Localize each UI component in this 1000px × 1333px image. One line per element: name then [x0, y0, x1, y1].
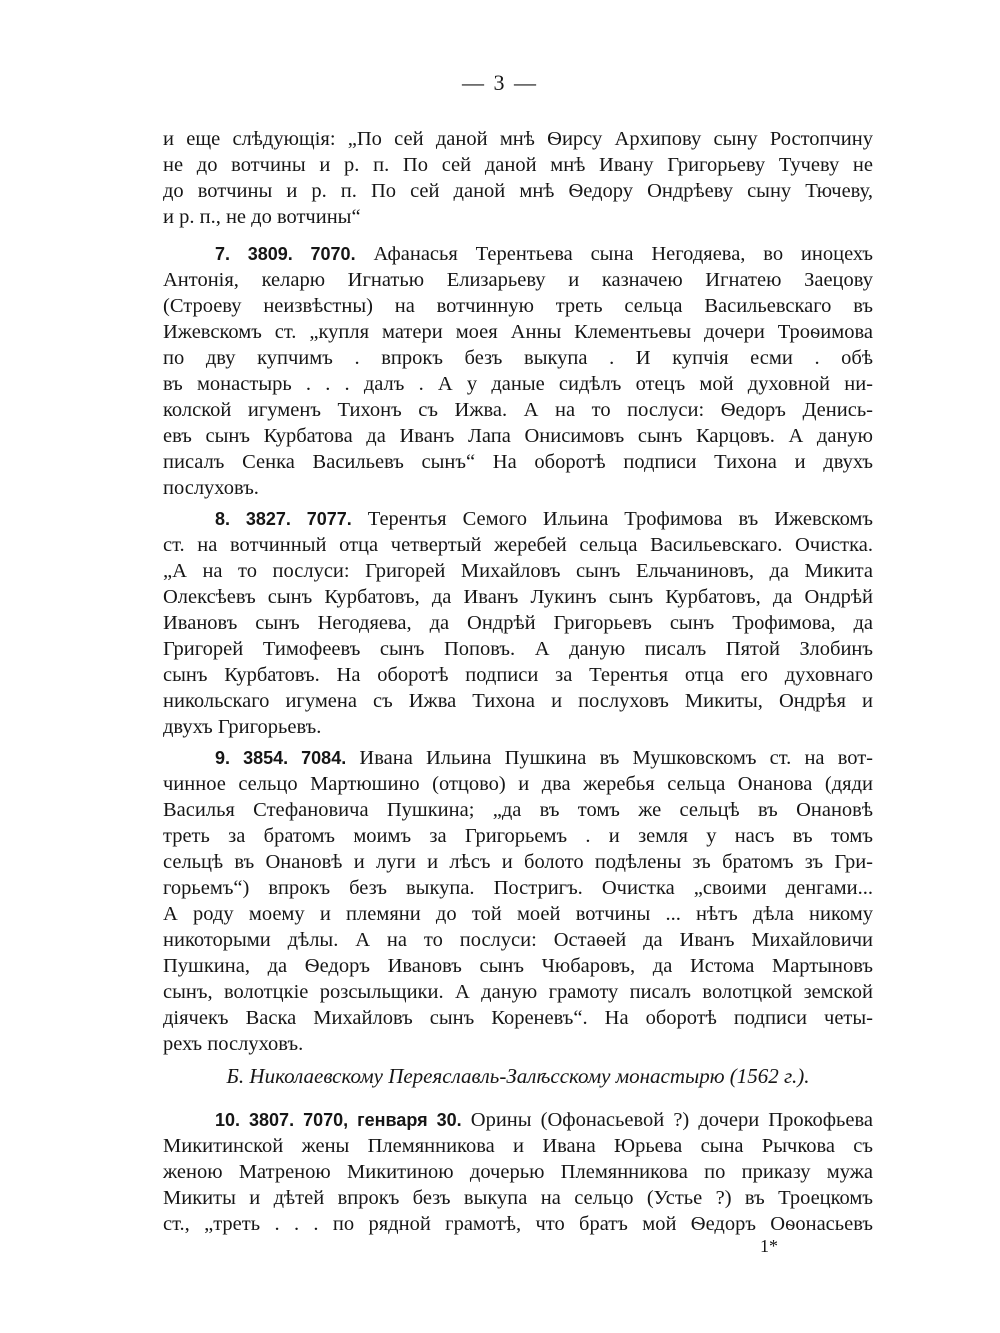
- text-line: Олексѣевъ сынъ Курбатовъ, да Иванъ Лукинъ сынъ Курбатовъ, да Ондрѣй: [163, 586, 873, 608]
- text-line: никоторыми дѣлы. А на то послуси: Остаѳей да Иванъ Михайловичи: [163, 929, 873, 951]
- text-line: горьемъ“) впрокъ безъ выкупа. Постригъ. Очистка „своими денгами...: [163, 877, 873, 899]
- entry-10: [163, 1107, 873, 1237]
- entry-9: [163, 745, 873, 1057]
- text-line: рехъ послуховъ.: [163, 1033, 304, 1055]
- text-line: (Строеву неизвѣстны) на вотчинную треть сельца Васильевскаго въ: [163, 295, 873, 317]
- text-line: евъ сынъ Курбатова да Иванъ Лапа Онисимовъ сынъ Карцовъ. А даную: [163, 425, 873, 447]
- text-line: сынъ, волотцкіе розсыльщики. А даную грамоту писалъ волотцкой земской: [163, 981, 873, 1003]
- text-line: въ монастырь . . . далъ . А у даные сидѣлъ отецъ мой духовной ни-: [163, 373, 873, 395]
- entry-first-line: [163, 506, 873, 532]
- entry-text: Терентья Семого Ильина Трофимова въ Ижевскомъ: [367, 508, 873, 530]
- text-line: женою Матреною Микитиною дочерью Племянникова по приказу мужа: [163, 1161, 873, 1183]
- text-line: А роду моему и племяни до той моей вотчины ... нѣтъ дѣла никому: [163, 903, 873, 925]
- entry-number: 10. 3807. 7070, генваря 30.: [215, 1110, 462, 1130]
- entry-first-line: [163, 745, 873, 771]
- text-line: колской игуменъ Тихонъ съ Ижва. А на то послуси: Ѳедоръ Денись-: [163, 399, 873, 421]
- text-line: Антонія, келарю Игнатью Елизарьеву и казначею Игнатею Заецову: [163, 269, 873, 291]
- text-line: Василья Стефановича Пушкина; „да въ томъ же сельцѣ въ Онановѣ: [163, 799, 873, 821]
- entry-first-line: [163, 241, 873, 267]
- text-line: діячекъ Васка Михайловъ сынъ Кореневъ“. На оборотѣ подписи четы-: [163, 1007, 873, 1029]
- text-line: сынъ Курбатовъ. На оборотѣ подписи за Терентья отца его духовнаго: [163, 664, 873, 686]
- text-line: треть за братомъ моимъ за Григорьемъ . и земля у насъ въ томъ: [163, 825, 873, 847]
- section-heading: Б. Николаевскому Переяславль-Залѣсскому монастырю (1562 г.).: [226, 1064, 810, 1088]
- text-line: Микитинской жены Племянникова и Ивана Юрьева сына Рычкова съ: [163, 1135, 873, 1157]
- text-line: Микиты и дѣтей впрокъ безъ выкупа на сельцо (Устье ?) въ Троецкомъ: [163, 1187, 873, 1209]
- text-line: Ивановъ сынъ Негодяева, да Ондрѣй Григорьевъ сынъ Трофимова, да: [163, 612, 873, 634]
- entry-7: [163, 241, 873, 501]
- entry-text: Афанасья Терентьева сына Негодяева, во иноцехъ: [373, 243, 873, 265]
- text-line: ст. на вотчинный отца четвертый жеребей сельца Васильевскаго. Очистка.: [163, 534, 873, 556]
- entry-number: 9. 3854. 7084.: [215, 748, 347, 768]
- entry-first-line: [163, 1107, 873, 1133]
- text-line: чинное сельцо Мартюшино (отцово) и два жеребья сельца Онанова (дяди: [163, 773, 873, 795]
- continuation-paragraph: [163, 126, 873, 230]
- entry-8: [163, 506, 873, 740]
- text-line: Пушкина, да Ѳедоръ Ивановъ сынъ Чюбаровъ, да Истома Мартыновъ: [163, 955, 873, 977]
- text-line: ст., „треть . . . по рядной грамотѣ, что братъ мой Ѳедоръ Оѳонасьевъ: [163, 1213, 873, 1235]
- text-line: до вотчины и р. п. По сей даной мнѣ Ѳедору Ондрѣеву сыну Тючеву,: [163, 180, 873, 202]
- signature-mark: 1*: [760, 1236, 778, 1256]
- text-line: сельцѣ въ Онановѣ и луги и лѣсъ и болото подѣлены зъ братомъ зъ Гри-: [163, 851, 873, 873]
- entry-text: Орины (Офонасьевой ?) дочери Прокофьева: [470, 1109, 873, 1131]
- entry-number: 7. 3809. 7070.: [215, 244, 356, 264]
- text-line: не до вотчины и р. п. По сей даной мнѣ Ивану Григорьеву Тучеву не: [163, 154, 873, 176]
- text-line: „А на то послуси: Григорей Михайловъ сынъ Ельчаниновъ, да Микита: [163, 560, 873, 582]
- entry-number: 8. 3827. 7077.: [215, 509, 352, 529]
- text-line: Григорей Тимофеевъ сынъ Поповъ. А даную писалъ Пятой Злобинъ: [163, 638, 873, 660]
- text-line: писалъ Сенка Васильевъ сынъ“ На оборотѣ подписи Тихона и двухъ: [163, 451, 873, 473]
- text-line: никольскаго игумена съ Ижва Тихона и послуховъ Микиты, Ондрѣя и: [163, 690, 873, 712]
- text-line: двухъ Григорьевъ.: [163, 716, 322, 738]
- page-number: — 3 —: [462, 70, 538, 95]
- text-line: и еще слѣдующія: „По сей даной мнѣ Ѳирсу Архипову сыну Ростопчину: [163, 128, 873, 150]
- text-line: Ижевскомъ ст. „купля матери моея Анны Клементьевы дочери Троѳимова: [163, 321, 873, 343]
- entry-text: Ивана Ильина Пушкина въ Мушковскомъ ст. на вот-: [359, 747, 874, 769]
- text-line: послуховъ.: [163, 477, 259, 499]
- text-line: и р. п., не до вотчины“: [163, 206, 361, 228]
- text-line: по дву купчимъ . впрокъ безъ выкупа . И купчія есми . обѣ: [163, 347, 873, 369]
